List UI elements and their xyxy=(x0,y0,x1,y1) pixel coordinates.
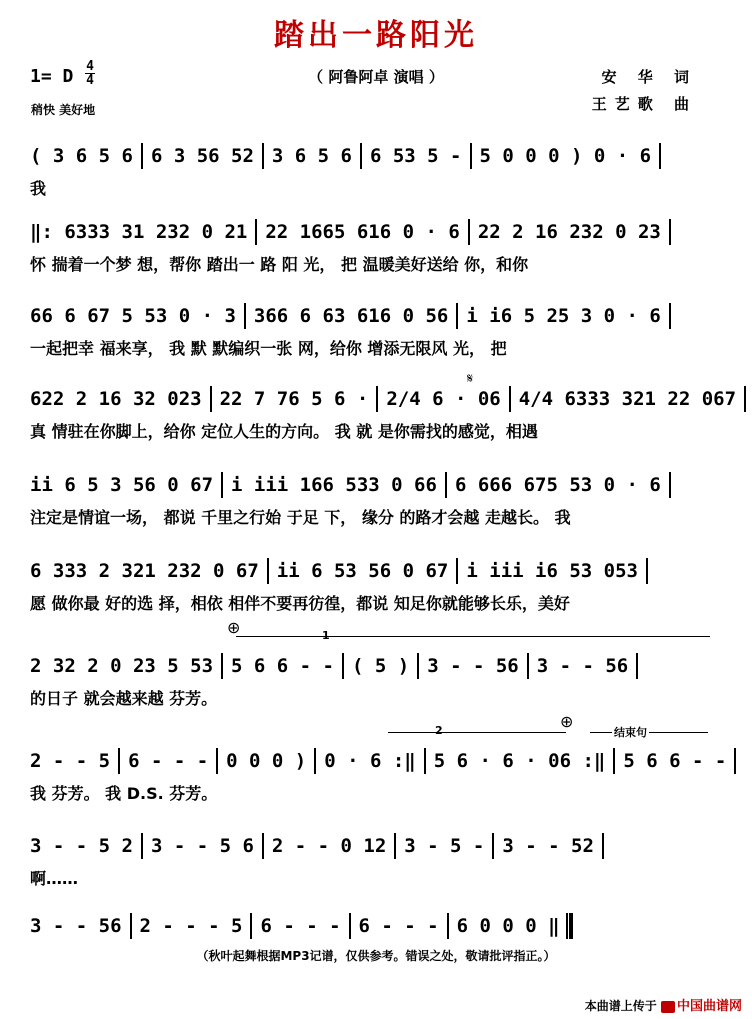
volta-1-label: 1 xyxy=(322,629,330,642)
measure: 3 6 5 6 xyxy=(271,144,352,167)
measure: 2 - - - 5 xyxy=(139,914,243,937)
barline xyxy=(360,143,362,169)
lyric-row: 啊…… xyxy=(30,869,79,888)
time-signature-top: 4 xyxy=(86,59,94,74)
measure: 6 666 675 53 0 · 6 xyxy=(454,473,661,496)
measure: 6 333 2 321 232 0 67 xyxy=(30,559,259,582)
note-row xyxy=(30,748,752,774)
measure: 22 1665 616 0 · 6 xyxy=(265,220,460,243)
barline xyxy=(527,653,529,679)
measure: 5 6 6 - - xyxy=(623,749,727,772)
barline xyxy=(636,653,638,679)
barline xyxy=(250,913,252,939)
note-row xyxy=(30,303,752,329)
barline xyxy=(141,833,143,859)
coda-symbol-2: ⊕ xyxy=(560,712,574,731)
lyric-row: 一起把幸 福来享， 我 默 默编织一张 网，给你 增添无限风 光， 把 xyxy=(30,339,507,358)
footnote: （秋叶起舞根据MP3记谱，仅供参考。错误之处，敬请批评指正。） xyxy=(196,949,556,963)
barline xyxy=(424,748,426,774)
barline xyxy=(646,558,648,584)
measure: 6 0 0 0 ‖ xyxy=(456,914,560,937)
lyric-row: 愿 做你最 好的选 择，相依 相伴不要再彷徨，都说 知足你就能够长乐，美好 xyxy=(30,594,570,613)
lyric-row: 注定是情谊一场， 都说 千里之行始 于足 下， 缘分 的路才会越 走越长。 我 xyxy=(30,508,571,527)
measure: i iii i6 53 053 xyxy=(466,559,638,582)
lyric-row: 我 xyxy=(30,179,47,198)
barline xyxy=(417,653,419,679)
measure: 3 - - 56 xyxy=(536,654,629,677)
measure: 6 - - - xyxy=(260,914,341,937)
barline xyxy=(468,219,470,245)
measure: ii 6 5 3 56 0 67 xyxy=(30,473,214,496)
barline xyxy=(470,143,472,169)
measure: ( 3 6 5 6 xyxy=(30,144,133,167)
measure: ( 5 ) xyxy=(351,654,410,677)
volta-2-label: 2 xyxy=(435,724,443,737)
measure: 5 6 · 6 · 06 :‖ xyxy=(433,749,606,772)
measure: 366 6 63 616 0 56 xyxy=(253,304,449,327)
measure: 6 - - - xyxy=(128,749,209,772)
barline xyxy=(669,303,671,329)
barline xyxy=(566,913,573,939)
barline xyxy=(118,748,120,774)
note-row xyxy=(30,558,752,584)
barline xyxy=(314,748,316,774)
measure: 4/4 6333 321 22 067 xyxy=(518,387,737,410)
note-row xyxy=(30,913,752,939)
note-row xyxy=(30,143,752,169)
barline xyxy=(669,472,671,498)
tempo-marking: 稍快 美好地 xyxy=(31,103,96,117)
key-signature: 1= D xyxy=(30,66,74,87)
measure: 22 2 16 232 0 23 xyxy=(477,220,661,243)
measure: i i6 5 25 3 0 · 6 xyxy=(466,304,661,327)
time-signature-bottom: 4 xyxy=(86,73,94,88)
barline xyxy=(262,833,264,859)
measure: 2/4 6 · 06 xyxy=(386,387,501,410)
measure: 5 6 6 - - xyxy=(231,654,334,677)
measure: 66 6 67 5 53 0 · 3 xyxy=(30,304,236,327)
upload-text: 本曲谱上传于 xyxy=(584,999,657,1013)
barline xyxy=(445,472,447,498)
barline xyxy=(669,219,671,245)
site-logo: 中国曲谱网 xyxy=(676,999,742,1014)
measure: 0 · 6 :‖ xyxy=(324,749,416,772)
measure: 2 - - 5 xyxy=(30,749,111,772)
composer: 王艺歌 曲 xyxy=(591,95,697,113)
note-row xyxy=(30,833,752,859)
barline xyxy=(349,913,351,939)
barline xyxy=(221,653,223,679)
barline xyxy=(744,386,746,412)
measure: i iii 166 533 0 66 xyxy=(231,473,437,496)
coda-bracket xyxy=(590,732,708,733)
measure: 22 7 76 5 6 · xyxy=(219,387,369,410)
note-row xyxy=(30,219,752,245)
barline xyxy=(376,386,378,412)
barline xyxy=(456,303,458,329)
barline xyxy=(734,748,736,774)
barline xyxy=(447,913,449,939)
song-title: 踏出一路阳光 xyxy=(274,18,478,53)
measure: 6 53 5 - xyxy=(369,144,462,167)
segno-symbol: 𝄋 xyxy=(467,371,474,387)
measure: 2 32 2 0 23 5 53 xyxy=(30,654,214,677)
coda-symbol-1: ⊕ xyxy=(227,618,241,637)
performer: （ 阿鲁阿卓 演唱 ） xyxy=(308,68,444,86)
barline xyxy=(210,386,212,412)
site-logo-icon xyxy=(661,1001,675,1013)
note-row xyxy=(30,472,752,498)
barline xyxy=(267,558,269,584)
barline xyxy=(492,833,494,859)
measure: 3 - - 56 xyxy=(30,914,122,937)
coda-label: 结束句 xyxy=(614,726,647,739)
barline xyxy=(456,558,458,584)
barline xyxy=(130,913,132,939)
lyric-row: 我 芬芳。 我 D.S. 芬芳。 xyxy=(30,784,218,803)
measure: 622 2 16 32 023 xyxy=(30,387,202,410)
measure: 3 - - 5 2 xyxy=(30,834,133,857)
measure: ii 6 53 56 0 67 xyxy=(276,559,449,582)
volta-1-bracket xyxy=(236,636,710,637)
barline xyxy=(255,219,257,245)
measure: 3 - - 56 xyxy=(427,654,519,677)
measure: 5 0 0 0 ) 0 · 6 xyxy=(479,144,652,167)
barline xyxy=(141,143,143,169)
measure: 6 - - - xyxy=(358,914,439,937)
measure: 0 0 0 ) xyxy=(226,749,307,772)
barline xyxy=(602,833,604,859)
note-row xyxy=(30,386,752,412)
barline xyxy=(613,748,615,774)
measure: ‖: 6333 31 232 0 21 xyxy=(30,220,248,243)
lyric-row: 的日子 就会越来越 芬芳。 xyxy=(30,689,218,708)
note-row xyxy=(30,653,752,679)
volta-2-bracket xyxy=(388,732,566,733)
measure: 3 - 5 - xyxy=(404,834,485,857)
measure: 3 - - 52 xyxy=(502,834,594,857)
lyric-row: 真 情驻在你脚上，给你 定位人生的方向。 我 就 是你需找的感觉，相遇 xyxy=(30,422,538,441)
barline xyxy=(342,653,344,679)
barline xyxy=(394,833,396,859)
lyric-row: 怀 揣着一个梦 想，帮你 踏出一 路 阳 光， 把 温暖美好送给 你，和你 xyxy=(30,255,529,274)
barline xyxy=(509,386,511,412)
barline xyxy=(262,143,264,169)
barline xyxy=(244,303,246,329)
time-signature xyxy=(85,60,95,87)
barline xyxy=(221,472,223,498)
lyricist: 安 华 词 xyxy=(601,68,697,86)
measure: 6 3 56 52 xyxy=(150,144,254,167)
measure: 2 - - 0 12 xyxy=(271,834,387,857)
barline xyxy=(659,143,661,169)
upload-credit xyxy=(585,995,742,1014)
measure: 3 - - 5 6 xyxy=(150,834,254,857)
barline xyxy=(216,748,218,774)
